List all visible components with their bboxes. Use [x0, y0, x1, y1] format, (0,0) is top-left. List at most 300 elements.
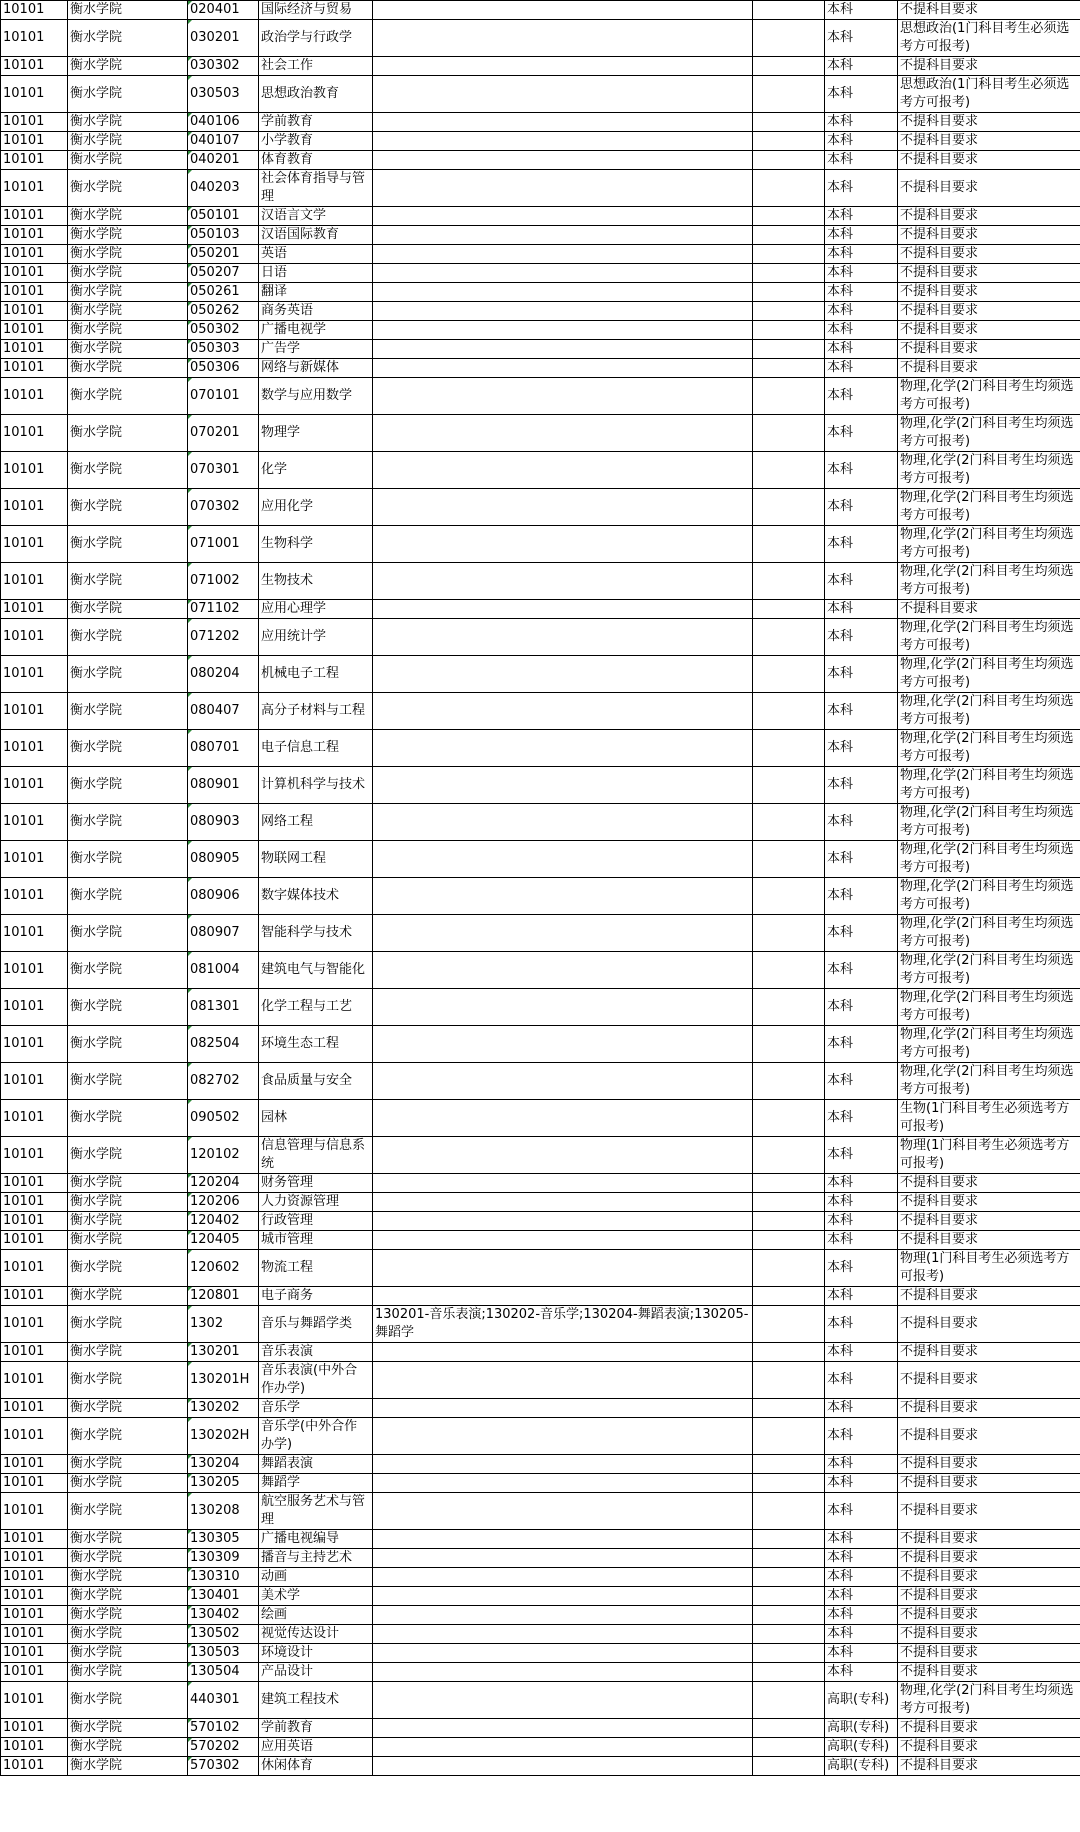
major-code-cell: 050261 — [188, 283, 259, 302]
table-row — [1, 1568, 1080, 1587]
table-row — [1, 1137, 1080, 1174]
major-code-cell: 120206 — [188, 1193, 259, 1212]
major-name-cell: 园林 — [259, 1100, 373, 1137]
table-row — [1, 1644, 1080, 1663]
subject-requirement-cell: 不提科目要求 — [898, 1174, 1080, 1193]
major-name-cell: 生物技术 — [259, 563, 373, 600]
institution-name-cell: 衡水学院 — [68, 1306, 188, 1343]
institution-name-cell: 衡水学院 — [68, 1719, 188, 1738]
institution-name-cell: 衡水学院 — [68, 170, 188, 207]
included-majors-cell — [373, 76, 753, 113]
major-code-cell: 120204 — [188, 1174, 259, 1193]
major-code-cell: 040203 — [188, 170, 259, 207]
level-cell: 高职(专科) — [825, 1738, 898, 1757]
major-code-cell: 050302 — [188, 321, 259, 340]
major-code-cell: 130401 — [188, 1587, 259, 1606]
level-cell: 本科 — [825, 804, 898, 841]
major-name-cell: 应用统计学 — [259, 619, 373, 656]
table-row — [1, 76, 1080, 113]
subject-requirement-cell: 物理,化学(2门科目考生均须选考方可报考) — [898, 989, 1080, 1026]
included-majors-cell — [373, 57, 753, 76]
table-row — [1, 915, 1080, 952]
table-row — [1, 1306, 1080, 1343]
level-cell: 本科 — [825, 1644, 898, 1663]
institution-code-cell: 10101 — [1, 1026, 68, 1063]
subject-requirement-cell: 不提科目要求 — [898, 302, 1080, 321]
included-majors-cell — [373, 1757, 753, 1776]
major-name-cell: 数学与应用数学 — [259, 378, 373, 415]
level-cell: 本科 — [825, 619, 898, 656]
subject-requirement-cell: 不提科目要求 — [898, 600, 1080, 619]
institution-name-cell: 衡水学院 — [68, 730, 188, 767]
level-cell: 本科 — [825, 1212, 898, 1231]
institution-name-cell: 衡水学院 — [68, 340, 188, 359]
institution-name-cell: 衡水学院 — [68, 1362, 188, 1399]
empty-cell — [753, 878, 825, 915]
major-name-cell: 思想政治教育 — [259, 76, 373, 113]
table-row — [1, 113, 1080, 132]
major-code-cell: 082702 — [188, 1063, 259, 1100]
level-cell: 本科 — [825, 170, 898, 207]
level-cell: 本科 — [825, 915, 898, 952]
level-cell: 本科 — [825, 321, 898, 340]
major-name-cell: 翻译 — [259, 283, 373, 302]
major-name-cell: 航空服务艺术与管理 — [259, 1493, 373, 1530]
included-majors-cell — [373, 415, 753, 452]
empty-cell — [753, 302, 825, 321]
major-code-cell: 071001 — [188, 526, 259, 563]
table-row — [1, 1606, 1080, 1625]
institution-name-cell: 衡水学院 — [68, 1606, 188, 1625]
subject-requirement-cell: 物理,化学(2门科目考生均须选考方可报考) — [898, 1063, 1080, 1100]
level-cell: 本科 — [825, 952, 898, 989]
institution-name-cell: 衡水学院 — [68, 452, 188, 489]
major-code-cell: 120801 — [188, 1287, 259, 1306]
subject-requirement-cell: 不提科目要求 — [898, 1530, 1080, 1549]
institution-name-cell: 衡水学院 — [68, 526, 188, 563]
institution-code-cell: 10101 — [1, 1063, 68, 1100]
subject-requirement-cell: 不提科目要求 — [898, 1455, 1080, 1474]
included-majors-cell — [373, 1399, 753, 1418]
included-majors-cell — [373, 989, 753, 1026]
table-row — [1, 1455, 1080, 1474]
major-name-cell: 广告学 — [259, 340, 373, 359]
major-code-cell: 070302 — [188, 489, 259, 526]
level-cell: 本科 — [825, 1063, 898, 1100]
institution-code-cell: 10101 — [1, 526, 68, 563]
level-cell: 本科 — [825, 526, 898, 563]
empty-cell — [753, 151, 825, 170]
level-cell: 本科 — [825, 600, 898, 619]
institution-code-cell: 10101 — [1, 415, 68, 452]
institution-code-cell: 10101 — [1, 730, 68, 767]
table-row — [1, 452, 1080, 489]
empty-cell — [753, 1100, 825, 1137]
table-row — [1, 1343, 1080, 1362]
level-cell: 本科 — [825, 1474, 898, 1493]
major-code-cell: 050207 — [188, 264, 259, 283]
institution-code-cell: 10101 — [1, 1250, 68, 1287]
table-row — [1, 151, 1080, 170]
empty-cell — [753, 989, 825, 1026]
institution-code-cell: 10101 — [1, 1362, 68, 1399]
institution-code-cell: 10101 — [1, 489, 68, 526]
major-name-cell: 网络与新媒体 — [259, 359, 373, 378]
level-cell: 本科 — [825, 1343, 898, 1362]
major-code-cell: 040201 — [188, 151, 259, 170]
major-name-cell: 商务英语 — [259, 302, 373, 321]
major-code-cell: 071202 — [188, 619, 259, 656]
level-cell: 本科 — [825, 1026, 898, 1063]
major-name-cell: 社会体育指导与管理 — [259, 170, 373, 207]
table-row — [1, 132, 1080, 151]
included-majors-cell — [373, 1587, 753, 1606]
level-cell: 本科 — [825, 656, 898, 693]
subject-requirement-cell: 不提科目要求 — [898, 283, 1080, 302]
table-row — [1, 1174, 1080, 1193]
major-code-cell: 030503 — [188, 76, 259, 113]
subject-requirement-cell: 不提科目要求 — [898, 1399, 1080, 1418]
institution-code-cell: 10101 — [1, 1738, 68, 1757]
empty-cell — [753, 1063, 825, 1100]
subject-requirement-cell: 不提科目要求 — [898, 1644, 1080, 1663]
empty-cell — [753, 340, 825, 359]
subject-requirement-cell: 物理,化学(2门科目考生均须选考方可报考) — [898, 619, 1080, 656]
subject-requirement-cell: 不提科目要求 — [898, 151, 1080, 170]
empty-cell — [753, 656, 825, 693]
level-cell: 本科 — [825, 1174, 898, 1193]
included-majors-cell — [373, 841, 753, 878]
institution-code-cell: 10101 — [1, 1455, 68, 1474]
included-majors-cell — [373, 952, 753, 989]
institution-code-cell: 10101 — [1, 1343, 68, 1362]
major-name-cell: 财务管理 — [259, 1174, 373, 1193]
major-name-cell: 视觉传达设计 — [259, 1625, 373, 1644]
level-cell: 本科 — [825, 1250, 898, 1287]
institution-code-cell: 10101 — [1, 767, 68, 804]
major-code-cell: 130503 — [188, 1644, 259, 1663]
included-majors-cell — [373, 1568, 753, 1587]
major-name-cell: 舞蹈表演 — [259, 1455, 373, 1474]
included-majors-cell — [373, 1063, 753, 1100]
table-row — [1, 1757, 1080, 1776]
major-name-cell: 汉语言文学 — [259, 207, 373, 226]
institution-code-cell: 10101 — [1, 804, 68, 841]
subject-requirement-cell: 物理,化学(2门科目考生均须选考方可报考) — [898, 952, 1080, 989]
institution-code-cell: 10101 — [1, 1663, 68, 1682]
institution-code-cell: 10101 — [1, 1568, 68, 1587]
institution-name-cell: 衡水学院 — [68, 113, 188, 132]
institution-name-cell: 衡水学院 — [68, 1625, 188, 1644]
major-code-cell: 070201 — [188, 415, 259, 452]
institution-code-cell: 10101 — [1, 693, 68, 730]
major-name-cell: 人力资源管理 — [259, 1193, 373, 1212]
institution-name-cell: 衡水学院 — [68, 767, 188, 804]
subject-requirement-cell: 物理,化学(2门科目考生均须选考方可报考) — [898, 804, 1080, 841]
institution-code-cell: 10101 — [1, 915, 68, 952]
major-code-cell: 050303 — [188, 340, 259, 359]
included-majors-cell — [373, 1530, 753, 1549]
level-cell: 本科 — [825, 1418, 898, 1455]
institution-name-cell: 衡水学院 — [68, 1343, 188, 1362]
subject-requirement-cell: 物理,化学(2门科目考生均须选考方可报考) — [898, 693, 1080, 730]
level-cell: 本科 — [825, 340, 898, 359]
institution-name-cell: 衡水学院 — [68, 1455, 188, 1474]
subject-requirement-cell: 不提科目要求 — [898, 359, 1080, 378]
table-row — [1, 283, 1080, 302]
major-code-cell: 120405 — [188, 1231, 259, 1250]
institution-code-cell: 10101 — [1, 1287, 68, 1306]
included-majors-cell — [373, 693, 753, 730]
institution-code-cell: 10101 — [1, 1212, 68, 1231]
major-code-cell: 020401 — [188, 1, 259, 20]
major-name-cell: 食品质量与安全 — [259, 1063, 373, 1100]
institution-name-cell: 衡水学院 — [68, 915, 188, 952]
subject-requirement-cell: 不提科目要求 — [898, 1568, 1080, 1587]
major-code-cell: 130202H — [188, 1418, 259, 1455]
institution-code-cell: 10101 — [1, 359, 68, 378]
table-row — [1, 20, 1080, 57]
empty-cell — [753, 321, 825, 340]
level-cell: 本科 — [825, 1663, 898, 1682]
major-code-cell: 050103 — [188, 226, 259, 245]
empty-cell — [753, 1, 825, 20]
institution-name-cell: 衡水学院 — [68, 600, 188, 619]
table-row — [1, 1026, 1080, 1063]
table-row — [1, 841, 1080, 878]
table-row — [1, 264, 1080, 283]
subject-requirement-cell: 不提科目要求 — [898, 1193, 1080, 1212]
major-code-cell: 090502 — [188, 1100, 259, 1137]
level-cell: 本科 — [825, 563, 898, 600]
included-majors-cell — [373, 1738, 753, 1757]
subject-requirement-cell: 不提科目要求 — [898, 57, 1080, 76]
major-name-cell: 计算机科学与技术 — [259, 767, 373, 804]
subject-requirement-cell: 不提科目要求 — [898, 1757, 1080, 1776]
subject-requirement-cell: 不提科目要求 — [898, 1418, 1080, 1455]
level-cell: 本科 — [825, 132, 898, 151]
major-name-cell: 动画 — [259, 1568, 373, 1587]
empty-cell — [753, 563, 825, 600]
level-cell: 本科 — [825, 1399, 898, 1418]
institution-name-cell: 衡水学院 — [68, 415, 188, 452]
table-row — [1, 1738, 1080, 1757]
empty-cell — [753, 1757, 825, 1776]
subject-requirement-cell: 不提科目要求 — [898, 1625, 1080, 1644]
major-code-cell: 570202 — [188, 1738, 259, 1757]
table-row — [1, 1399, 1080, 1418]
subject-requirement-cell: 不提科目要求 — [898, 113, 1080, 132]
level-cell: 本科 — [825, 1287, 898, 1306]
institution-code-cell: 10101 — [1, 1100, 68, 1137]
empty-cell — [753, 1026, 825, 1063]
included-majors-cell — [373, 1, 753, 20]
major-code-cell: 050306 — [188, 359, 259, 378]
institution-code-cell: 10101 — [1, 132, 68, 151]
level-cell: 本科 — [825, 378, 898, 415]
subject-requirement-cell: 不提科目要求 — [898, 245, 1080, 264]
institution-name-cell: 衡水学院 — [68, 207, 188, 226]
table-row — [1, 1682, 1080, 1719]
table-row — [1, 57, 1080, 76]
subject-requirement-cell: 不提科目要求 — [898, 1738, 1080, 1757]
level-cell: 本科 — [825, 730, 898, 767]
included-majors-cell — [373, 359, 753, 378]
subject-requirement-cell: 不提科目要求 — [898, 1343, 1080, 1362]
institution-code-cell: 10101 — [1, 1757, 68, 1776]
institution-code-cell: 10101 — [1, 1231, 68, 1250]
table-body — [1, 1, 1080, 1776]
empty-cell — [753, 207, 825, 226]
major-name-cell: 广播电视学 — [259, 321, 373, 340]
included-majors-cell — [373, 1549, 753, 1568]
institution-code-cell: 10101 — [1, 1493, 68, 1530]
table-row — [1, 600, 1080, 619]
included-majors-cell — [373, 600, 753, 619]
institution-name-cell: 衡水学院 — [68, 1418, 188, 1455]
subject-requirement-cell: 不提科目要求 — [898, 1549, 1080, 1568]
table-row — [1, 767, 1080, 804]
level-cell: 本科 — [825, 1, 898, 20]
level-cell: 本科 — [825, 1530, 898, 1549]
empty-cell — [753, 1644, 825, 1663]
empty-cell — [753, 1362, 825, 1399]
institution-code-cell: 10101 — [1, 1306, 68, 1343]
included-majors-cell — [373, 20, 753, 57]
institution-code-cell: 10101 — [1, 170, 68, 207]
included-majors-cell — [373, 226, 753, 245]
table-row — [1, 619, 1080, 656]
subject-requirement-cell: 不提科目要求 — [898, 264, 1080, 283]
table-row — [1, 489, 1080, 526]
institution-name-cell: 衡水学院 — [68, 283, 188, 302]
institution-code-cell: 10101 — [1, 1587, 68, 1606]
institution-name-cell: 衡水学院 — [68, 302, 188, 321]
major-name-cell: 绘画 — [259, 1606, 373, 1625]
empty-cell — [753, 767, 825, 804]
empty-cell — [753, 1474, 825, 1493]
major-code-cell: 130204 — [188, 1455, 259, 1474]
subject-requirement-cell: 不提科目要求 — [898, 226, 1080, 245]
included-majors-cell: 130201-音乐表演;130202-音乐学;130204-舞蹈表演;130205-舞蹈学 — [373, 1306, 753, 1343]
institution-name-cell: 衡水学院 — [68, 1137, 188, 1174]
level-cell: 本科 — [825, 1587, 898, 1606]
institution-code-cell: 10101 — [1, 207, 68, 226]
institution-code-cell: 10101 — [1, 113, 68, 132]
institution-name-cell: 衡水学院 — [68, 1287, 188, 1306]
empty-cell — [753, 1719, 825, 1738]
institution-name-cell: 衡水学院 — [68, 1174, 188, 1193]
institution-code-cell: 10101 — [1, 1399, 68, 1418]
major-name-cell: 美术学 — [259, 1587, 373, 1606]
subject-requirement-cell: 物理,化学(2门科目考生均须选考方可报考) — [898, 656, 1080, 693]
included-majors-cell — [373, 1606, 753, 1625]
institution-code-cell: 10101 — [1, 1719, 68, 1738]
empty-cell — [753, 1174, 825, 1193]
major-code-cell: 080905 — [188, 841, 259, 878]
level-cell: 本科 — [825, 57, 898, 76]
major-code-cell: 050201 — [188, 245, 259, 264]
included-majors-cell — [373, 302, 753, 321]
level-cell: 本科 — [825, 1549, 898, 1568]
table-row — [1, 1212, 1080, 1231]
included-majors-cell — [373, 452, 753, 489]
empty-cell — [753, 1193, 825, 1212]
major-name-cell: 行政管理 — [259, 1212, 373, 1231]
major-code-cell: 040106 — [188, 113, 259, 132]
level-cell: 本科 — [825, 489, 898, 526]
empty-cell — [753, 283, 825, 302]
major-code-cell: 130201H — [188, 1362, 259, 1399]
table-row — [1, 415, 1080, 452]
table-row — [1, 804, 1080, 841]
included-majors-cell — [373, 1362, 753, 1399]
institution-name-cell: 衡水学院 — [68, 1231, 188, 1250]
institution-code-cell: 10101 — [1, 989, 68, 1026]
included-majors-cell — [373, 489, 753, 526]
major-name-cell: 环境设计 — [259, 1644, 373, 1663]
major-name-cell: 政治学与行政学 — [259, 20, 373, 57]
level-cell: 高职(专科) — [825, 1682, 898, 1719]
institution-name-cell: 衡水学院 — [68, 1026, 188, 1063]
institution-code-cell: 10101 — [1, 563, 68, 600]
institution-code-cell: 10101 — [1, 1644, 68, 1663]
included-majors-cell — [373, 1250, 753, 1287]
empty-cell — [753, 693, 825, 730]
major-code-cell: 130202 — [188, 1399, 259, 1418]
included-majors-cell — [373, 1287, 753, 1306]
included-majors-cell — [373, 1212, 753, 1231]
table-row — [1, 1549, 1080, 1568]
table-row — [1, 1231, 1080, 1250]
included-majors-cell — [373, 151, 753, 170]
institution-name-cell: 衡水学院 — [68, 619, 188, 656]
table-row — [1, 1193, 1080, 1212]
institution-code-cell: 10101 — [1, 656, 68, 693]
empty-cell — [753, 1212, 825, 1231]
subject-requirement-cell: 不提科目要求 — [898, 321, 1080, 340]
included-majors-cell — [373, 1493, 753, 1530]
empty-cell — [753, 1738, 825, 1757]
major-name-cell: 产品设计 — [259, 1663, 373, 1682]
institution-name-cell: 衡水学院 — [68, 1493, 188, 1530]
subject-requirement-cell: 不提科目要求 — [898, 1362, 1080, 1399]
institution-code-cell: 10101 — [1, 283, 68, 302]
included-majors-cell — [373, 1193, 753, 1212]
institution-code-cell: 10101 — [1, 600, 68, 619]
table-row — [1, 1625, 1080, 1644]
major-name-cell: 音乐表演(中外合作办学) — [259, 1362, 373, 1399]
institution-code-cell: 10101 — [1, 1174, 68, 1193]
institution-name-cell: 衡水学院 — [68, 1738, 188, 1757]
institution-code-cell: 10101 — [1, 1418, 68, 1455]
level-cell: 本科 — [825, 1568, 898, 1587]
subject-requirement-cell: 思想政治(1门科目考生必须选考方可报考) — [898, 76, 1080, 113]
included-majors-cell — [373, 283, 753, 302]
included-majors-cell — [373, 170, 753, 207]
major-name-cell: 音乐学(中外合作办学) — [259, 1418, 373, 1455]
major-name-cell: 环境生态工程 — [259, 1026, 373, 1063]
subject-requirement-cell: 物理,化学(2门科目考生均须选考方可报考) — [898, 841, 1080, 878]
subject-requirement-cell: 不提科目要求 — [898, 1719, 1080, 1738]
institution-name-cell: 衡水学院 — [68, 841, 188, 878]
institution-code-cell: 10101 — [1, 226, 68, 245]
institution-name-cell: 衡水学院 — [68, 1757, 188, 1776]
empty-cell — [753, 132, 825, 151]
level-cell: 本科 — [825, 207, 898, 226]
major-code-cell: 030201 — [188, 20, 259, 57]
table-row — [1, 321, 1080, 340]
